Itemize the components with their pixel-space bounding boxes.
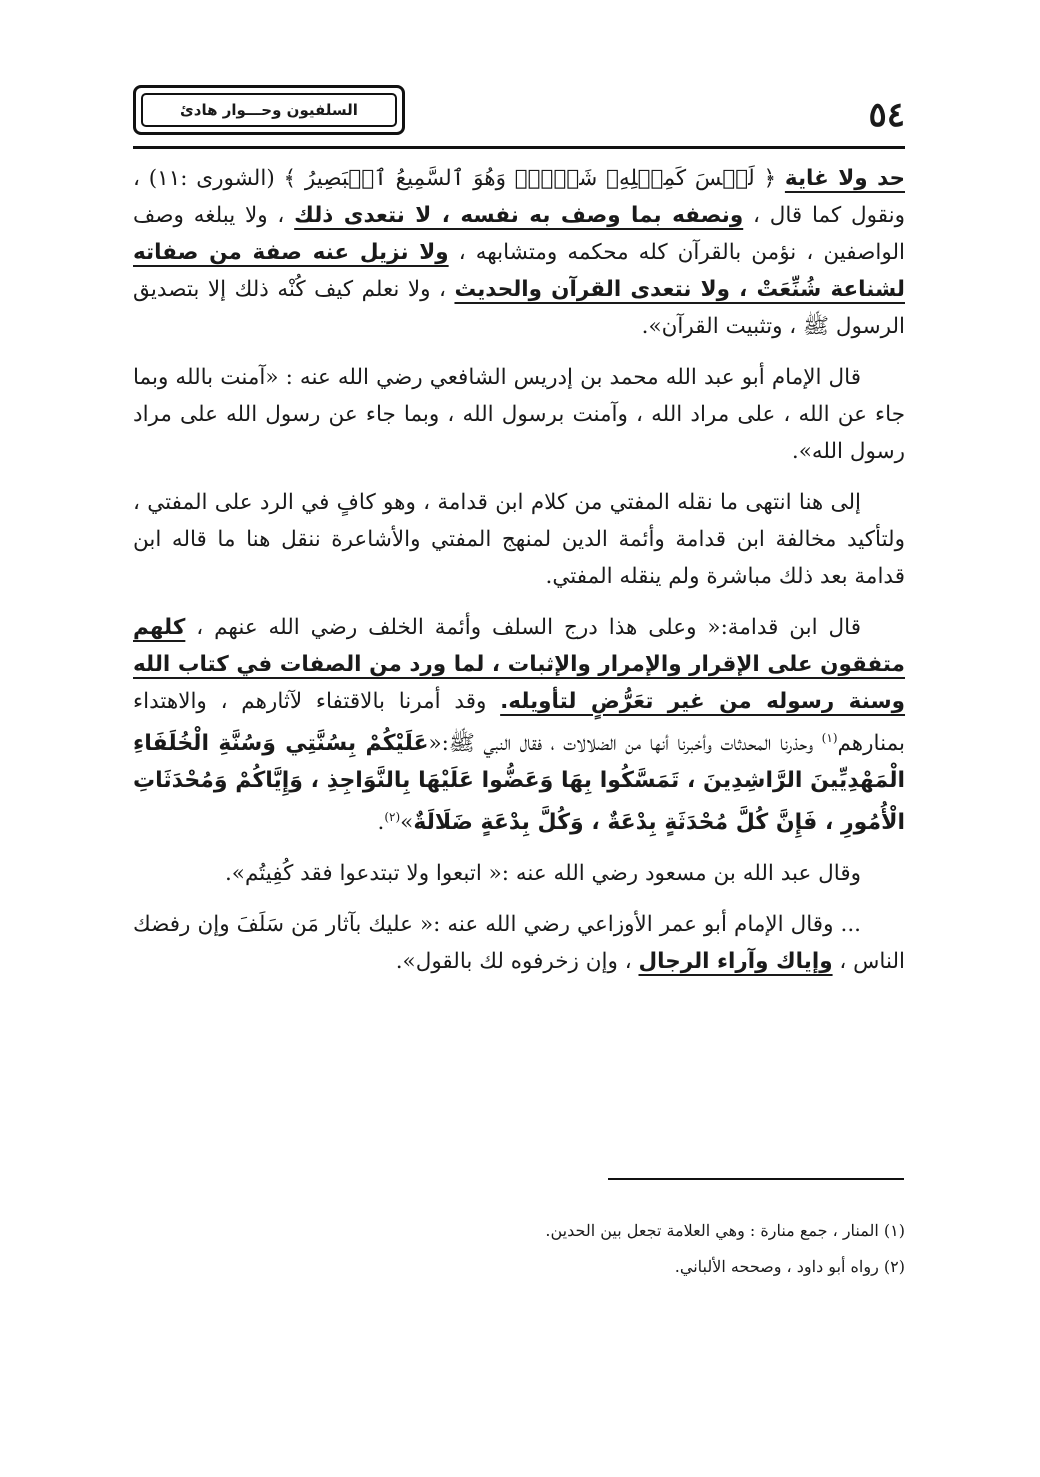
page-body bbox=[133, 160, 905, 994]
paragraph-2: قال الإمام أبو عبد الله محمد بن إدريس الشافعي رضي الله عنه : «آمنت بالله وبما جاء عن الله ، على مراد الله ، وآمنت برسول الله ، وبما جاء عن رسول الله على مراد رسول الله». bbox=[133, 365, 905, 464]
emphasis-text: وإياك وآراء الرجال bbox=[638, 949, 833, 975]
paragraph-5: وقال عبد الله بن مسعود رضي الله عنه :« اتبعوا ولا تبتدعوا فقد كُفِيتُم». bbox=[224, 861, 861, 887]
body-text: قال ابن قدامة:« وعلى هذا درج السلف وأئمة الخلف رضي الله عنهم ، bbox=[185, 615, 861, 640]
footnote-ref-2[interactable]: (٢) bbox=[384, 810, 401, 825]
body-text: ، ولا نعلم كيف كُنْه ذلك إلا بتصديق الرسول ﷺ ، وتثبيت القرآن». bbox=[133, 277, 905, 339]
body-text: وحذرنا المحدثات وأخبرنا أنها من الضلالات ، فقال النبي ﷺ:« bbox=[428, 731, 822, 757]
book-title-frame bbox=[133, 85, 405, 135]
footnote-1: (١) المنار ، جمع منارة : وهي العلامة تجعل بين الحدين. bbox=[545, 1221, 905, 1240]
paragraph-4 bbox=[133, 609, 905, 841]
page-number: ٥٤ bbox=[868, 95, 905, 135]
header-divider bbox=[133, 146, 905, 149]
paragraph-6 bbox=[133, 906, 905, 980]
body-text: » bbox=[400, 810, 414, 836]
book-title: السلفيون وحـــوار هادئ bbox=[141, 93, 397, 127]
body-text: . bbox=[377, 810, 385, 836]
footnote-2: (٢) رواه أبو داود ، وصححه الألباني. bbox=[674, 1257, 905, 1276]
emphasis-text: حد ولا غاية bbox=[784, 166, 905, 191]
footnote-divider bbox=[608, 1178, 904, 1180]
paragraph-1 bbox=[133, 160, 905, 345]
paragraph-3: إلى هنا انتهى ما نقله المفتي من كلام ابن قدامة ، وهو كافٍ في الرد على المفتي ، ولتأكيد مخالفة ابن قدامة وأئمة الدين لمنهج المفتي والأشاعرة ننقل هنا ما قاله ابن قدامة بعد ذلك مباشرة ولم ينقله المفتي. bbox=[133, 490, 905, 589]
emphasis-text: ونصفه بما وصف به نفسه ، لا نتعدى ذلك bbox=[294, 203, 744, 228]
body-text: ، وإن زخرفوه لك بالقول». bbox=[395, 949, 639, 975]
emphasis-text: ولا نزيل عنه صفة من صفاته لشناعة شُنِّعَتْ ، ولا نتعدى القرآن والحديث bbox=[133, 240, 905, 302]
hadith-text: عَلَيْكُمْ بِسُنَّتِي وَسُنَّةِ الْخُلَفَاءِ الْمَهْدِيِّينَ الرَّاشِدِينَ ، تَمَسَّكُوا بِهَا وَعَضُّوا عَلَيْهَا بِالنَّوَاجِذِ ، وَإِيَّاكُمْ وَمُحْدَثَاتِ الْأُمُورِ ، فَإِنَّ كُلَّ مُحْدَثَةٍ بِدْعَةٌ ، وَكُلَّ بِدْعَةٍ ضَلَالَةٌ bbox=[133, 731, 905, 836]
quran-verse-text: ﴿ لَيۡسَ كَمِثۡلِهِۦ شَيۡءٞۖ وَهُوَ ٱلسَّمِيعُ ٱلۡبَصِيرُ ﴾ (الشورى :١١) ، ونقول كما قال ، bbox=[133, 166, 905, 228]
body-text: ... وقال الإمام أبو عمر الأوزاعي رضي الله عنه :« عليك بآثار مَن سَلَفَ وإن رفضك الناس ، bbox=[133, 912, 905, 975]
footnote-ref-1[interactable]: (١) bbox=[821, 731, 838, 745]
body-text: ، ولا يبلغه وصف الواصفين ، نؤمن بالقرآن كله محكمه ومتشابهه ، bbox=[133, 203, 905, 265]
page-header bbox=[133, 85, 905, 147]
body-text: وقد أمرنا بالاقتفاء لآثارهم ، والاهتداء بمنارهم bbox=[133, 689, 905, 757]
emphasis-text: كلهم متفقون على الإقرار والإمرار والإثبات ، لما ورد من الصفات في كتاب الله وسنة رسوله من غير تعَرُّضٍ لتأويله. bbox=[133, 615, 906, 714]
footnotes bbox=[133, 1218, 905, 1290]
